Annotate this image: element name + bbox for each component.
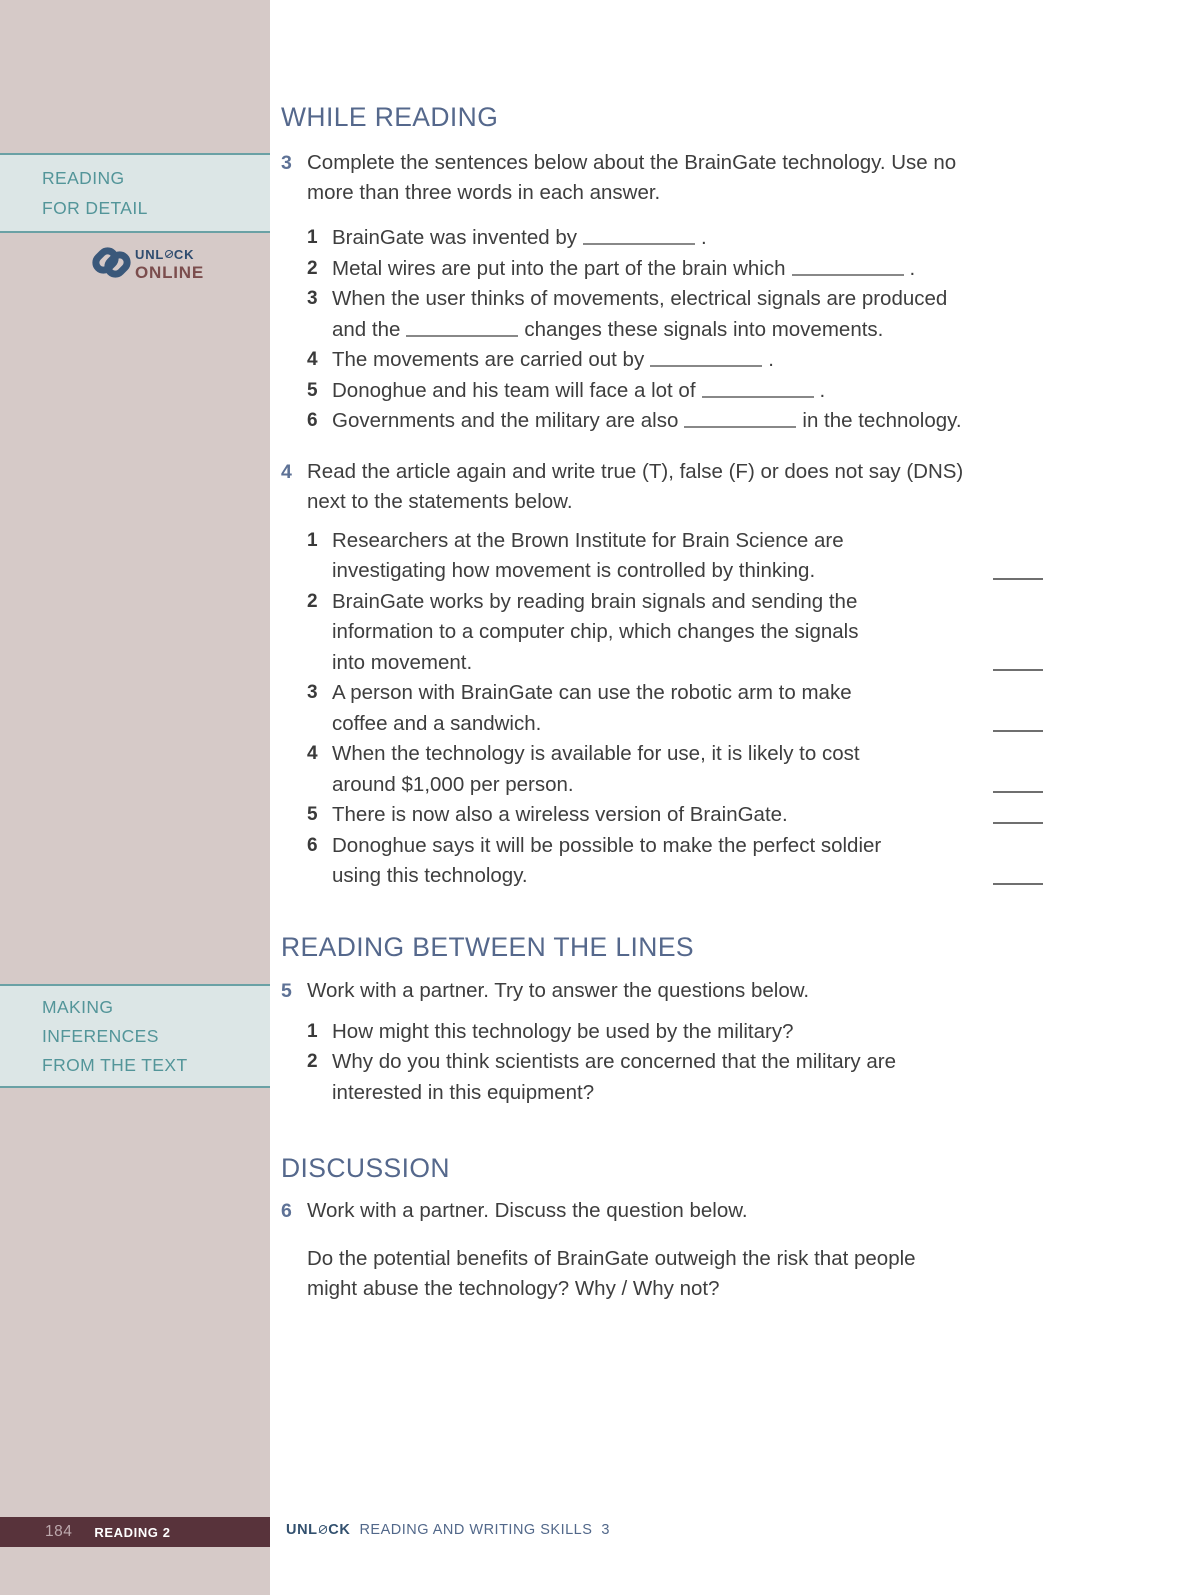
answer-line [993, 669, 1043, 671]
skill-box-line: FROM THE TEXT [42, 1055, 188, 1075]
main-content [270, 0, 1193, 1304]
book-footer [286, 1522, 610, 1538]
list-item: 6 Governments and the military are also in the technology. [307, 409, 962, 432]
answer-line [993, 883, 1043, 885]
answer-line [993, 822, 1043, 824]
footer-level: 3 [601, 1522, 610, 1538]
footer-brand-unlock: UNL CK [286, 1522, 351, 1538]
exercise-number: 4 [281, 460, 292, 483]
exercise-4 [281, 457, 1193, 892]
answer-blank [650, 364, 762, 367]
exercise-3-instruction: Complete the sentences below about the BrainGate technology. Use no more than three words in each answer. [307, 151, 957, 204]
heading-while-reading: WHILE READING [281, 102, 499, 132]
discussion-question: Do the potential benefits of BrainGate outweigh the risk that people might abuse the technology? Why / Why not? [307, 1247, 916, 1300]
sidebar [0, 0, 270, 1595]
footer-series-title: READING AND WRITING SKILLS [359, 1522, 593, 1538]
exercise-number: 6 [281, 1200, 292, 1222]
list-item: 2 Why do you think scientists are concerned that the military are interested in this equipment? [307, 1050, 897, 1104]
page-footer-bar [0, 1517, 270, 1547]
exercise-number: 3 [281, 152, 292, 174]
answer-blank [583, 242, 695, 245]
heading-reading-between-the-lines: READING BETWEEN THE LINES [281, 931, 694, 962]
skill-box-line: FOR DETAIL [42, 198, 148, 218]
skill-box-making-inferences [0, 984, 270, 1088]
answer-blank [684, 425, 796, 428]
exercise-4-statements [307, 526, 1043, 892]
answer-blank [406, 334, 518, 337]
statement-row: 3 A person with BrainGate can use the robotic arm to make coffee and a sandwich. [307, 678, 1043, 739]
exercise-4-instruction: Read the article again and write true (T), false (F) or does not say (DNS) next to the statements below. [307, 459, 964, 513]
exercise-number: 5 [281, 979, 292, 1002]
logo-word-online: ONLINE [135, 262, 205, 282]
statement-row: 2 BrainGate works by reading brain signals and sending the information to a computer chip, which changes the signals into movement. [307, 587, 1043, 679]
statement-row: 5 There is now also a wireless version of BrainGate. [307, 800, 1043, 831]
list-item: 4 The movements are carried out by . [307, 348, 774, 371]
skill-box-reading-for-detail [0, 153, 270, 233]
skill-box-line: INFERENCES [42, 1026, 159, 1046]
unlock-online-logo [92, 242, 204, 287]
statement-row: 6 Donoghue says it will be possible to make the perfect soldier using this technology. [307, 831, 1043, 892]
heading-discussion: DISCUSSION [281, 1153, 450, 1183]
link-o-icon [165, 250, 173, 258]
page-number: 184 [45, 1523, 73, 1540]
skill-box-line: MAKING [42, 997, 114, 1017]
unit-label: READING 2 [94, 1524, 171, 1540]
chain-link-icon [92, 242, 132, 287]
exercise-5-items [307, 1017, 1067, 1109]
answer-line [993, 730, 1043, 732]
list-item: 1 How might this technology be used by the military? [307, 1019, 794, 1043]
exercise-5 [281, 976, 1193, 1109]
list-item: 3 When the user thinks of movements, electrical signals are produced and the changes these signals into movements. [307, 287, 948, 341]
answer-blank [702, 395, 814, 398]
answer-line [993, 578, 1043, 580]
answer-line [993, 791, 1043, 793]
statement-row: 1 Researchers at the Brown Institute for Brain Science are investigating how movement is controlled by thinking. [307, 526, 1043, 587]
exercise-5-instruction: Work with a partner. Try to answer the questions below. [307, 978, 810, 1002]
exercise-6-instruction: Work with a partner. Discuss the question below. [307, 1199, 748, 1222]
exercise-3-items [307, 223, 1067, 437]
list-item: 5 Donoghue and his team will face a lot of . [307, 378, 826, 402]
list-item: 2 Metal wires are put into the part of the brain which . [307, 256, 916, 280]
skill-box-line: READING [42, 168, 125, 188]
link-o-icon [319, 1525, 328, 1534]
answer-blank [792, 273, 904, 276]
list-item: 1 BrainGate was invented by . [307, 226, 707, 249]
exercise-6 [281, 1196, 1193, 1226]
exercise-3 [281, 148, 1193, 437]
logo-word-unlock: UNL CK [135, 246, 195, 262]
statement-row: 4 When the technology is available for use, it is likely to cost around $1,000 per person. [307, 739, 1043, 800]
